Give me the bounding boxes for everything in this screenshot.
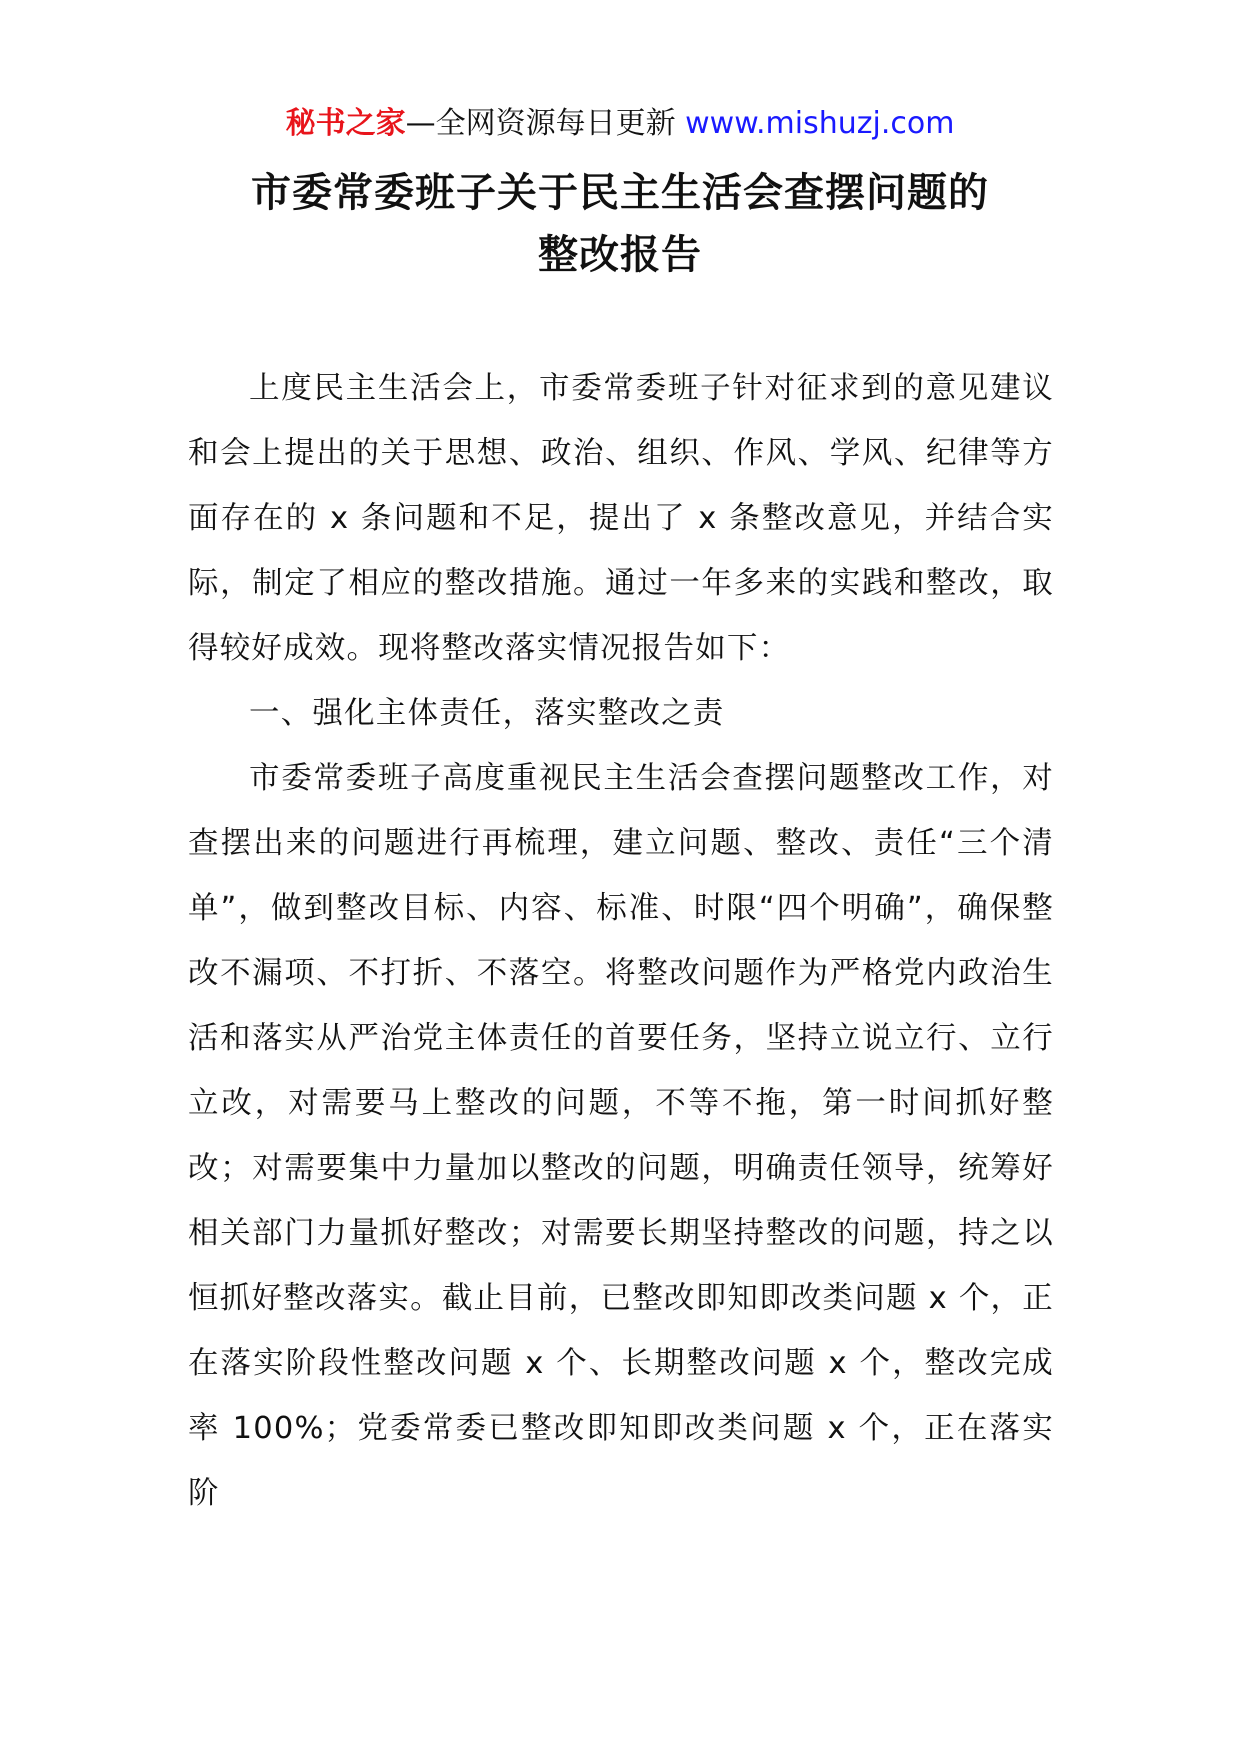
title-line-1: 市委常委班子关于民主生活会查摆问题的 — [251, 170, 989, 216]
paragraph-intro: 上度民主生活会上，市委常委班子针对征求到的意见建议和会上提出的关于思想、政治、组织、作风、学风、纪律等方面存在的 x 条问题和不足，提出了 x 条整改意见，并结合实际，制定了相应的整改措施。通过一年多来的实践和整改，取得较好成效。现将整改落实情况报告如下： — [188, 371, 1054, 666]
section-heading-1: 一、强化主体责任，落实整改之责 — [249, 696, 725, 731]
title-line-2: 整改报告 — [538, 232, 702, 278]
watermark-header — [0, 102, 1240, 146]
header-url[interactable]: www.mishuzj.com — [685, 106, 955, 141]
document-body — [188, 356, 1054, 1526]
brand-name: 秘书之家 — [285, 106, 406, 141]
paragraph-section-1: 市委常委班子高度重视民主生活会查摆问题整改工作，对查摆出来的问题进行再梳理，建立问题、整改、责任“三个清单”，做到整改目标、内容、标准、时限“四个明确”，确保整改不漏项、不打折、不落空。将整改问题作为严格党内政治生活和落实从严治党主体责任的首要任务，坚持立说立行、立行立改，对需要马上整改的问题，不等不拖，第一时间抓好整改；对需要集中力量加以整改的问题，明确责任领导，统筹好相关部门力量抓好整改；对需要长期坚持整改的问题，持之以恒抓好整改落实。截止目前，已整改即知即改类问题 x 个，正在落实阶段性整改问题 x 个、长期整改问题 x 个，整改完成率 100%；党委常委已整改即知即改类问题 x 个，正在落实阶 — [188, 761, 1054, 1511]
document-title — [0, 162, 1240, 286]
header-tagline: —全网资源每日更新 — [405, 106, 676, 141]
